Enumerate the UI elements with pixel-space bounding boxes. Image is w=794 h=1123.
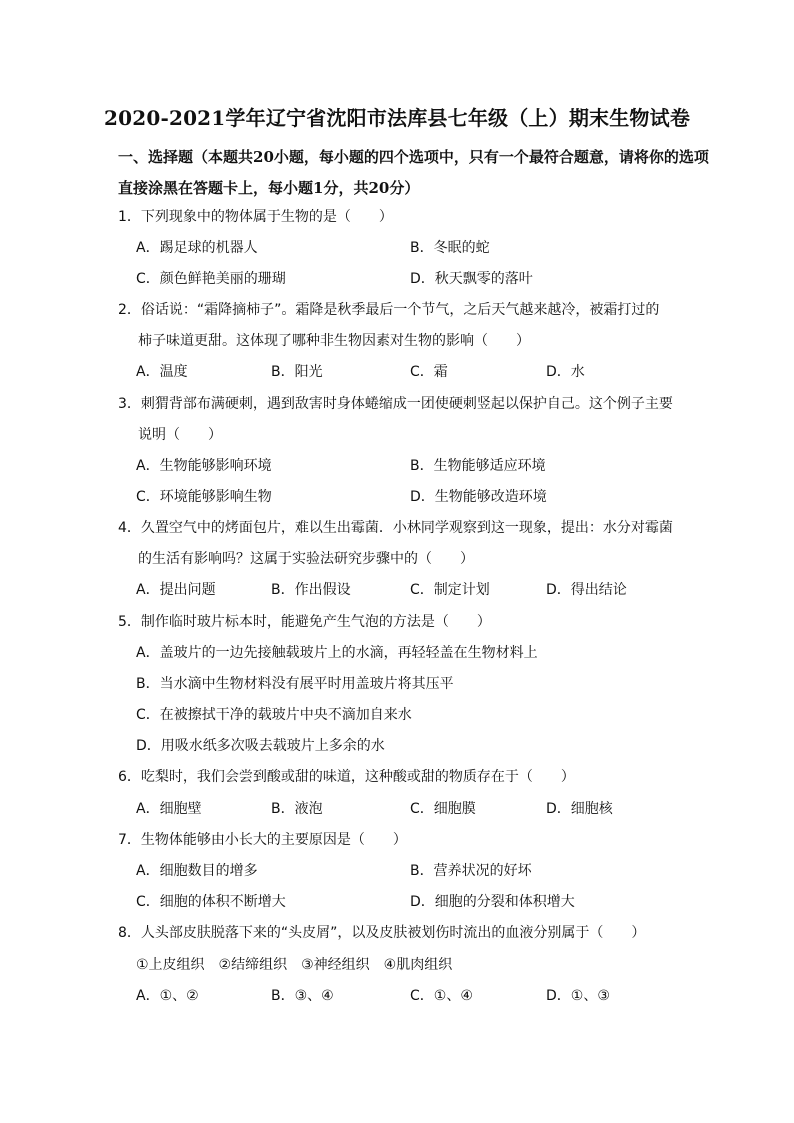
question-7-option-a: A．细胞数目的增多 — [136, 863, 258, 879]
question-4-option-b: B．作出假设 — [271, 582, 351, 598]
question-8-option-a: A．①、② — [136, 988, 199, 1004]
page-title: 2020-2021学年辽宁省沈阳市法库县七年级（上）期末生物试卷 — [103, 106, 691, 130]
question-2-option-c: C．霜 — [410, 364, 448, 380]
question-5-option-a: A．盖玻片的一边先接触载玻片上的水滴，再轻轻盖在生物材料上 — [136, 645, 538, 661]
question-1-option-d: D．秋天飘零的落叶 — [410, 271, 533, 287]
question-2-option-d: D．水 — [546, 364, 585, 380]
question-2-option-b: B．阳光 — [271, 364, 323, 380]
question-6-stem: 6．吃梨时，我们会尝到酸或甜的味道，这种酸或甜的物质存在于（ ） — [118, 769, 575, 785]
question-3-option-b: B．生物能够适应环境 — [410, 458, 546, 474]
question-5-option-b: B．当水滴中生物材料没有展平时用盖玻片将其压平 — [136, 676, 454, 692]
question-7-stem: 7．生物体能够由小长大的主要原因是（ ） — [118, 832, 407, 848]
question-5-stem: 5．制作临时玻片标本时，能避免产生气泡的方法是（ ） — [118, 614, 491, 630]
question-5-option-c: C．在被擦拭干净的载玻片中央不滴加自来水 — [136, 707, 412, 723]
question-4-stem-line-1: 4．久置空气中的烤面包片，难以生出霉菌．小林同学观察到这一现象，提出：水分对霉菌 — [118, 520, 673, 536]
question-7-option-c: C．细胞的体积不断增大 — [136, 894, 286, 910]
question-5-option-d: D．用吸水纸多次吸去载玻片上多余的水 — [136, 738, 385, 754]
question-6-option-c: C．细胞膜 — [410, 801, 476, 817]
question-1-option-a: A．踢足球的机器人 — [136, 240, 258, 256]
question-2-option-a: A．温度 — [136, 364, 188, 380]
question-1-option-b: B．冬眠的蛇 — [410, 240, 490, 256]
question-3-stem-line-2: 说明（ ） — [138, 427, 222, 443]
question-4-option-a: A．提出问题 — [136, 582, 216, 598]
question-8-stem: 8．人头部皮肤脱落下来的“头皮屑”，以及皮肤被划伤时流出的血液分别属于（ ） — [118, 925, 646, 941]
question-7-option-d: D．细胞的分裂和体积增大 — [410, 894, 575, 910]
section-heading-line-1: 一、选择题（本题共20小题，每小题的四个选项中，只有一个最符合题意，请将你的选项 — [118, 148, 709, 166]
question-8-tissue-list: ①上皮组织 ②结缔组织 ③神经组织 ④肌肉组织 — [136, 957, 453, 973]
section-heading-line-2: 直接涂黑在答题卡上，每小题1分，共20分） — [118, 179, 420, 197]
question-8-option-b: B．③、④ — [271, 988, 334, 1004]
question-2-stem-line-1: 2．俗话说：“霜降摘柿子”。霜降是秋季最后一个节气，之后天气越来越冷，被霜打过的 — [118, 302, 660, 318]
question-8-option-d: D．①、③ — [546, 988, 610, 1004]
question-3-option-d: D．生物能够改造环境 — [410, 489, 547, 505]
question-6-option-d: D．细胞核 — [546, 801, 613, 817]
question-3-option-a: A．生物能够影响环境 — [136, 458, 272, 474]
question-6-option-a: A．细胞壁 — [136, 801, 202, 817]
question-4-stem-line-2: 的生活有影响吗？这属于实验法研究步骤中的（ ） — [138, 551, 474, 567]
question-4-option-c: C．制定计划 — [410, 582, 490, 598]
question-1-stem: 1．下列现象中的物体属于生物的是（ ） — [118, 209, 393, 225]
question-1-option-c: C．颜色鲜艳美丽的珊瑚 — [136, 271, 286, 287]
question-8-option-c: C．①、④ — [410, 988, 473, 1004]
question-7-option-b: B．营养状况的好坏 — [410, 863, 532, 879]
question-6-option-b: B．液泡 — [271, 801, 323, 817]
question-3-stem-line-1: 3．刺猬背部布满硬刺，遇到敌害时身体蜷缩成一团使硬刺竖起以保护自己。这个例子主要 — [118, 396, 673, 412]
question-4-option-d: D．得出结论 — [546, 582, 627, 598]
question-2-stem-line-2: 柿子味道更甜。这体现了哪种非生物因素对生物的影响（ ） — [138, 333, 530, 349]
question-3-option-c: C．环境能够影响生物 — [136, 489, 272, 505]
